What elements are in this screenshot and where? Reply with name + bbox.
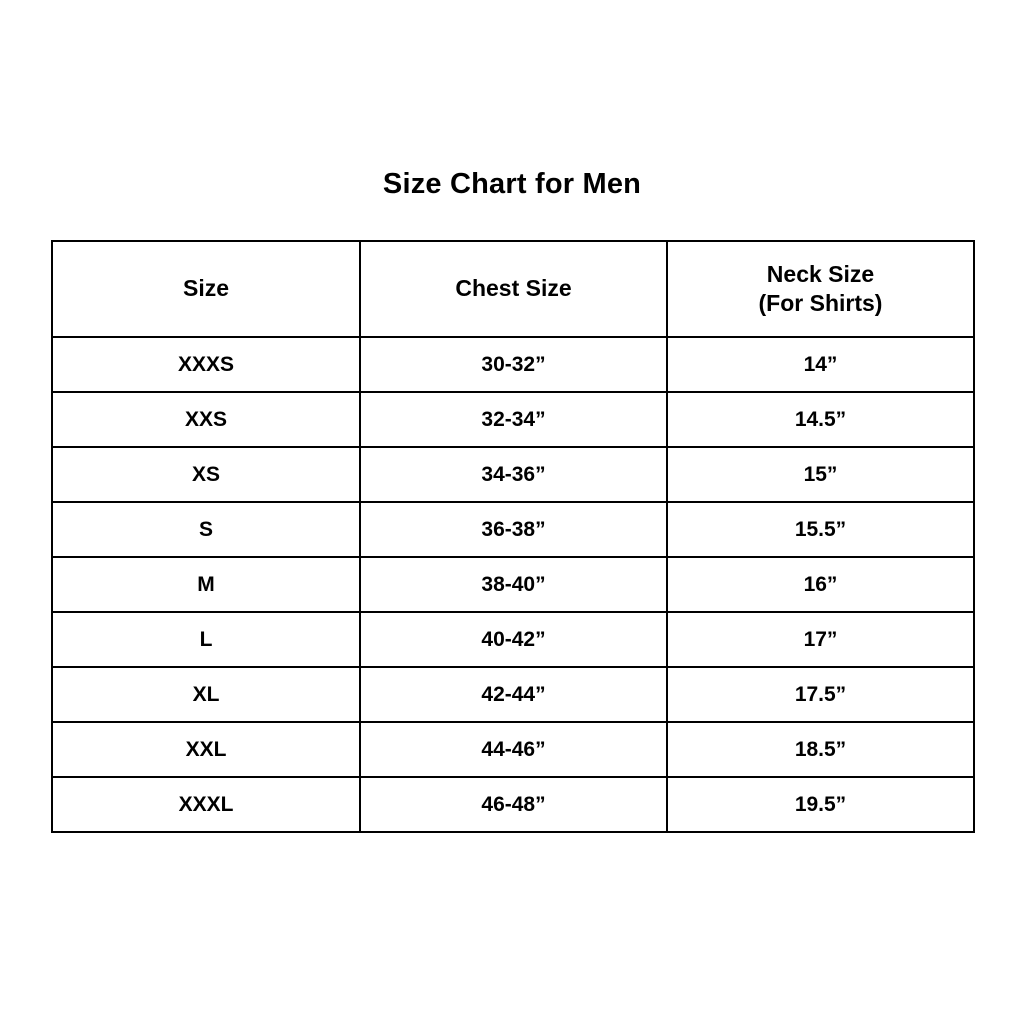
cell-size: XXL [52, 722, 360, 777]
cell-neck: 18.5” [667, 722, 974, 777]
column-header-size-label: Size [182, 275, 230, 302]
cell-neck: 15” [667, 447, 974, 502]
table-row [52, 447, 974, 502]
cell-chest: 36-38” [360, 502, 667, 557]
table-header [52, 241, 974, 337]
cell-chest: 46-48” [360, 777, 667, 832]
cell-chest: 30-32” [360, 337, 667, 392]
cell-size: XXXS [52, 337, 360, 392]
cell-chest: 44-46” [360, 722, 667, 777]
cell-neck: 14” [667, 337, 974, 392]
table-row [52, 502, 974, 557]
cell-neck: 16” [667, 557, 974, 612]
table-header-row [52, 241, 974, 337]
cell-chest: 40-42” [360, 612, 667, 667]
table-row [52, 557, 974, 612]
cell-size: XXXL [52, 777, 360, 832]
cell-chest: 34-36” [360, 447, 667, 502]
column-header-chest [360, 241, 667, 337]
table-body [52, 337, 974, 832]
cell-neck: 15.5” [667, 502, 974, 557]
cell-neck: 19.5” [667, 777, 974, 832]
cell-chest: 38-40” [360, 557, 667, 612]
table-row [52, 337, 974, 392]
column-header-neck-sublabel: (For Shirts) [758, 290, 883, 316]
table-row [52, 612, 974, 667]
cell-size: M [52, 557, 360, 612]
cell-size: XXS [52, 392, 360, 447]
cell-size: L [52, 612, 360, 667]
cell-neck: 17.5” [667, 667, 974, 722]
size-chart-table-wrapper [51, 240, 973, 833]
column-header-size [52, 241, 360, 337]
cell-chest: 32-34” [360, 392, 667, 447]
table-row [52, 392, 974, 447]
cell-neck: 17” [667, 612, 974, 667]
column-header-neck [667, 241, 974, 337]
cell-size: XS [52, 447, 360, 502]
column-header-chest-label: Chest Size [455, 275, 572, 302]
table-row [52, 777, 974, 832]
cell-size: XL [52, 667, 360, 722]
table-row [52, 667, 974, 722]
table-row [52, 722, 974, 777]
cell-chest: 42-44” [360, 667, 667, 722]
page-title: Size Chart for Men [382, 168, 642, 200]
size-chart-table [51, 240, 975, 833]
column-header-neck-label: Neck Size [766, 260, 875, 287]
cell-size: S [52, 502, 360, 557]
cell-neck: 14.5” [667, 392, 974, 447]
